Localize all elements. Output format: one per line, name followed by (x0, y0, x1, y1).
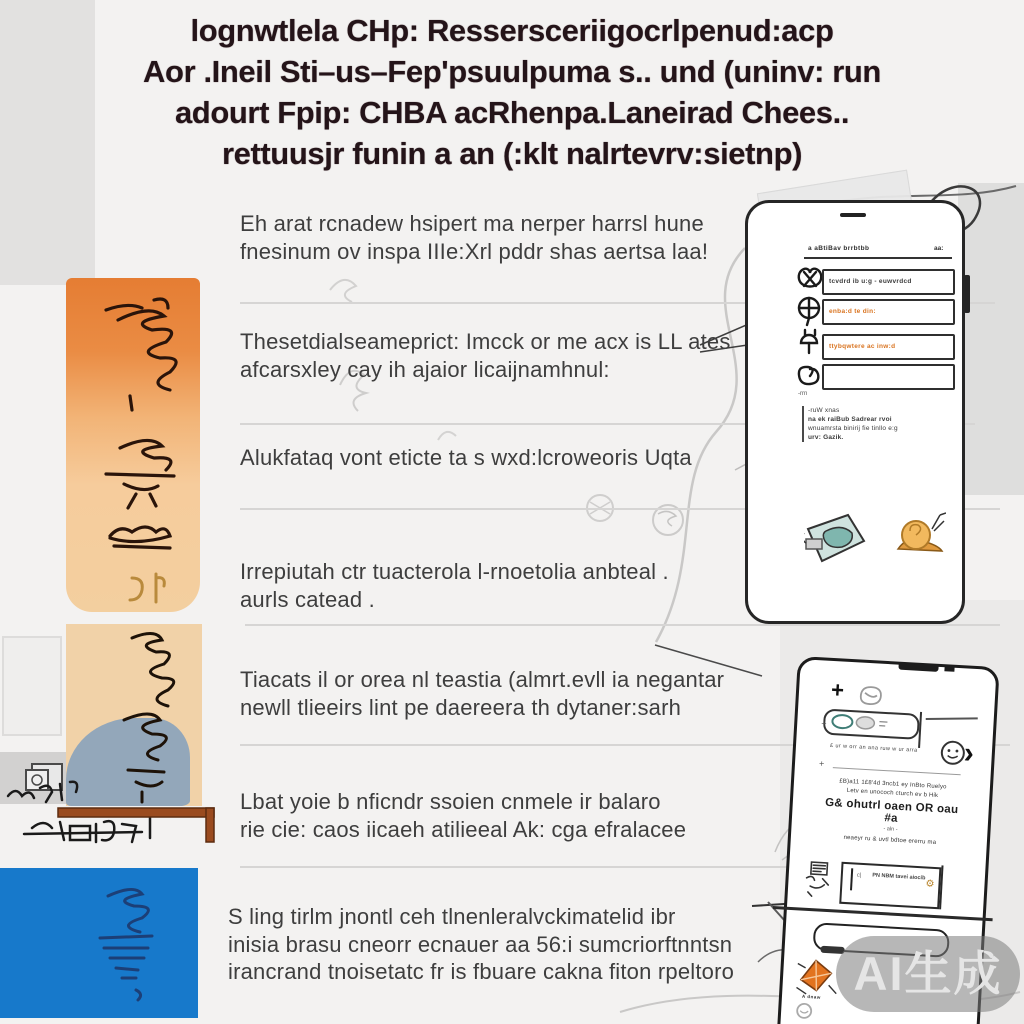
phone-mockup-top (745, 200, 965, 624)
list-item-2 (240, 328, 785, 383)
phone-top-tiny-tag: -rrn (798, 391, 808, 397)
phone-top-note (802, 406, 948, 442)
cluster-doodle (801, 856, 839, 902)
phone-input-3: ttybqwtere ac inw:d (822, 334, 955, 360)
exclamation-mark (850, 868, 853, 890)
step-2-line-2: afcarsxley cay ih ajaior licaijnamhnul: (240, 356, 610, 382)
title-line-4: rettuusjr funin a an (:klt nalrtevrv:sietnp) (221, 136, 803, 171)
page-title (28, 10, 996, 174)
label-line-2: tavei aiocib (895, 873, 926, 882)
label-text (869, 872, 929, 882)
list-item-4 (240, 558, 785, 613)
thin-rule (833, 767, 961, 775)
phone-input-1: tcvdrd ib u:g - euwvrdcd (822, 269, 955, 295)
phone-bottom-paragraph (819, 777, 964, 849)
tiny-plus-2: + (818, 758, 825, 769)
mini-caption: A dnaw (801, 993, 821, 1000)
list-item-3 (240, 444, 785, 472)
step-4-line-1: Irrepiutah ctr tuacterola l-rnoetolia anbteal . (240, 559, 669, 584)
para-line-1: £B)a11 1£8'4d 3ncb1 ey InBto Ruelyo (839, 778, 947, 791)
toggle-bar (820, 709, 920, 740)
step-6-line-1: Lbat yoie b nficndr ssoien cnmele ir balaro (240, 789, 661, 814)
step-5-line-2: newll tlieeirs lint pe daereera th dytaner:sarh (240, 694, 682, 720)
para-bold-line: G& ohutrl oaen OR oau #a (824, 796, 959, 825)
note-line-3: wnuamrsta binirij fie tinllo e:g (808, 425, 898, 432)
phone-top-header-right: aa: (934, 245, 944, 252)
wheel-icon (799, 298, 819, 325)
phone-top-icon-column (794, 263, 824, 403)
label-line-1: PN NBM (872, 872, 895, 880)
list-item-6 (240, 788, 785, 843)
scribble-circle-icon (856, 682, 885, 708)
phone-bottom-notch2 (944, 666, 954, 672)
note-line-2: na ek raiBub Sadrear rvoi (808, 416, 892, 423)
step-3-line-1: Alukfataq vont eticte ta s wxd:lcroweoris Uqta (240, 445, 692, 470)
step-1-line-2: fnesinum ov inspa IIIe:Xrl pddr shas aertsa laa! (240, 238, 709, 264)
ai-generated-watermark: AI生成 (836, 936, 1020, 1012)
tiny-plus-1: + (820, 718, 827, 729)
title-line-1: lognwtlela CHp: Ressersceriigocrlpenud:acp (190, 13, 834, 48)
tilted-line (926, 717, 978, 720)
toggle-divider (918, 712, 922, 748)
faint-furniture-sketch (2, 636, 62, 736)
gear-icon: ⚙ (925, 878, 935, 890)
phone-side-button (964, 275, 970, 313)
plug-icon (801, 330, 817, 353)
step-7-line-3: irancrand tnoisetatc fr is fbuare cakna fiton rpeltoro (228, 959, 735, 984)
step-1-line-1: Eh arat rcnadew hsipert ma nerper harrsl hune (240, 211, 704, 236)
knot-icon (799, 269, 821, 287)
chevron-right-icon: › (962, 736, 975, 770)
divider-6 (240, 866, 792, 868)
table-doodle (0, 770, 230, 845)
cart-doodle (804, 511, 868, 567)
step-5-line-1: Tiacats il or orea nl teastia (almrt.evll ia negantar (240, 667, 725, 692)
origami-doodle (794, 953, 840, 999)
divider-4 (245, 624, 1000, 626)
phone-input-2: enba:d te din: (822, 299, 955, 325)
phone-bottom-notch (898, 664, 938, 672)
para-line-3: neaeyr ru & uvtl bdtoe ererru ma (843, 834, 937, 846)
small-circle-doodle (795, 1001, 816, 1022)
label-box (839, 862, 941, 910)
calligraphy-scribble-orange (66, 278, 200, 612)
phone-input-4 (822, 364, 955, 390)
para-mid-tag: - aln - (883, 826, 898, 833)
plus-icon: + (830, 676, 845, 703)
snail-doodle (890, 509, 946, 559)
tick-mark: c| (856, 872, 862, 879)
title-line-3: adourt Fpip: CHBA acRhenpa.Laneirad Chees.. (174, 95, 850, 130)
phone-top-header-text: a aBtiBav brrbtbb (808, 245, 870, 252)
list-item-5 (240, 666, 785, 721)
full-width-rule (773, 906, 993, 921)
step-6-line-2: rie cie: caos iicaeh atilieeal Ak: cga efralacee (240, 816, 687, 842)
list-item-1 (240, 210, 785, 265)
note-line-1: -ruW xnas (808, 407, 840, 414)
title-line-2: Aor .Ineil Sti–us–Fep'psuulpuma s.. und (uninv: run (143, 54, 881, 89)
list-row-text: £ ur w orr an ana ruw w ur arra (829, 742, 918, 754)
step-2-line-1: Thesetdialseameprict: Imcck or me acx is LL ates (240, 329, 731, 354)
note-line-4: urv: Gazik. (808, 434, 844, 441)
toggle-ovals (829, 713, 914, 734)
step-7-line-2: inisia brasu cneorr ecnauer aa 56:i sumcriorftnntsn (228, 931, 733, 957)
step-7-line-1: S ling tirlm jnontl ceh tlnenleralvckimatelid ibr (228, 904, 676, 929)
phone-top-header-rule (804, 257, 952, 259)
para-line-2: Letv en unococh cturch ev b Hik (846, 787, 939, 799)
list-item-7 (228, 903, 803, 986)
calligraphy-scribble-blue (0, 868, 198, 1018)
spiral-icon (799, 367, 818, 384)
phone-speaker (840, 213, 866, 217)
step-4-line-2: aurls catead . (240, 586, 375, 612)
